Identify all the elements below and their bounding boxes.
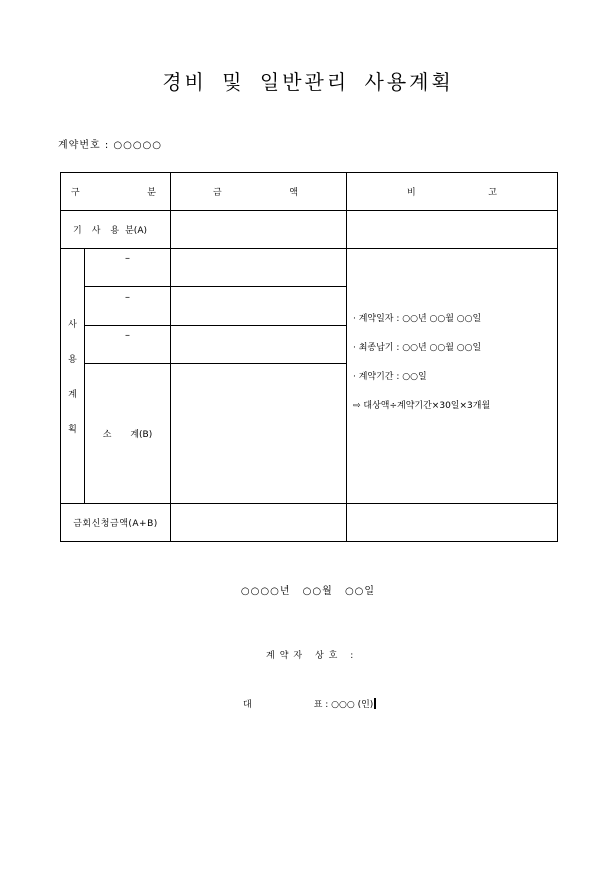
header-amount: 금 액 [171,173,347,211]
contract-number: 계약번호 : ○○○○○ [58,140,162,151]
plan-item-2: – [85,287,171,326]
plan-item-2-amount[interactable] [171,287,347,326]
document-date: ○○○○년 ○○월 ○○일 [240,586,376,597]
table-row-used [61,211,558,249]
plan-group-label: 사 용 계 획 [61,249,85,504]
subtotal-label: 소 계(B) [85,364,171,504]
contractor-label: 계약자 상호 : [266,651,359,661]
plan-item-3-amount[interactable] [171,326,347,364]
plan-item-1-amount[interactable] [171,249,347,287]
plan-table [60,172,558,542]
total-remarks[interactable] [347,504,558,542]
total-amount[interactable] [171,504,347,542]
document-title: 경비 및 일반관리 사용계획 [162,70,454,94]
header-category: 구 분 [61,173,171,211]
table-row-total [61,504,558,542]
representative-line [243,697,376,710]
rep-suffix: 표 : ○○○ (인) [313,700,374,710]
plan-item-1: – [85,249,171,287]
plan-item-3: – [85,326,171,364]
rep-prefix: 대 [243,700,252,710]
table-header-row [61,173,558,211]
used-remarks-cell[interactable] [347,211,558,249]
header-remarks: 비 고 [347,173,558,211]
remark-completion: · 최종납기 : ○○년 ○○월 ○○일 [353,343,482,353]
remark-period: · 계약기간 : ○○일 [353,372,427,382]
plan-remarks [347,249,558,504]
used-amount-cell[interactable] [171,211,347,249]
subtotal-amount[interactable] [171,364,347,504]
remark-contract-date: · 계약일자 : ○○년 ○○월 ○○일 [353,314,482,324]
text-cursor [374,698,376,709]
total-label: 금회신청금액(A+B) [61,504,171,542]
used-label: 기 사 용 분(A) [61,211,171,249]
table-row-plan-1 [61,249,558,287]
remark-formula: ⇨ 대상액÷계약기간×30일×3개월 [353,401,491,411]
